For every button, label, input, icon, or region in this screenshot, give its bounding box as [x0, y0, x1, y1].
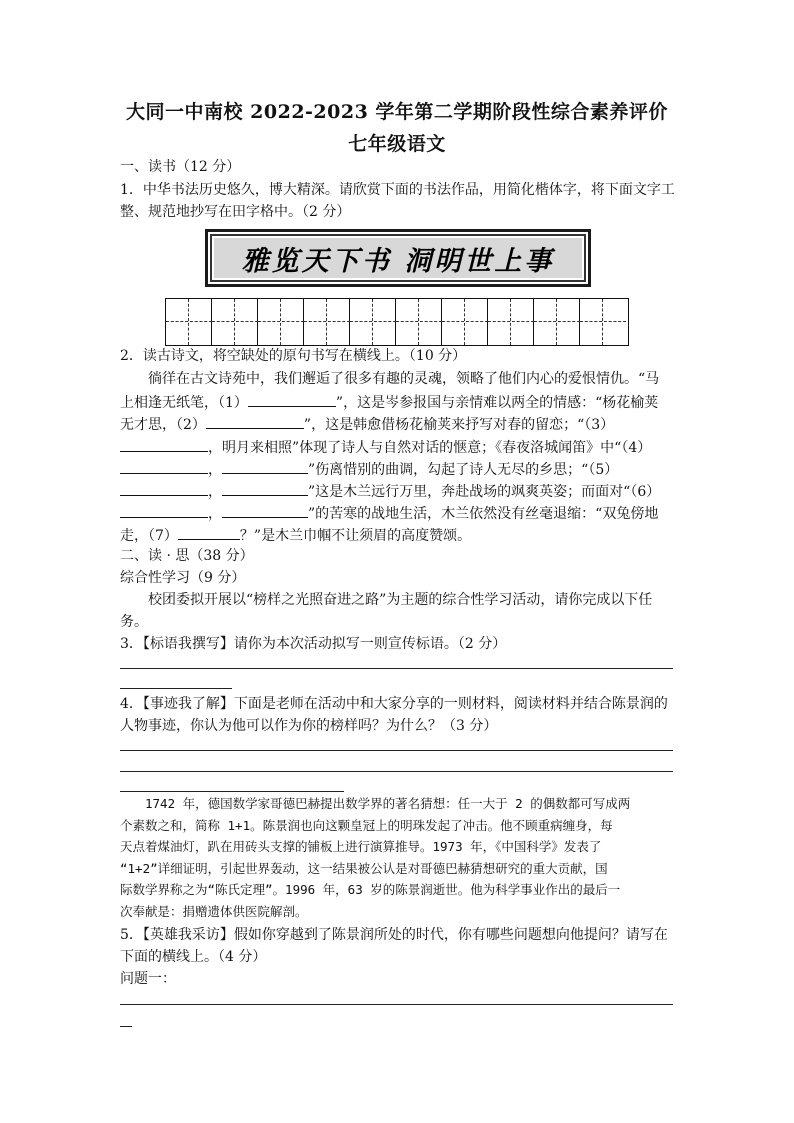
grid-cell-vertical-guide: [280, 299, 281, 345]
section2-intro-line1: 校团委拟开展以“榜样之光照奋进之路”为主题的综合性学习活动，请你完成以下任: [148, 592, 653, 608]
q4-answer-line-2[interactable]: [120, 771, 673, 772]
grid-cell[interactable]: [488, 299, 534, 345]
answer-blank-4b[interactable]: [222, 458, 308, 474]
q5-answer-line-1[interactable]: [120, 1004, 673, 1005]
answer-blank-5b[interactable]: [222, 480, 308, 496]
grid-cell-vertical-guide: [418, 299, 419, 345]
grid-cell-horizontal-guide: [488, 321, 534, 322]
q2-line1: 徜徉在古文诗苑中，我们邂逅了很多有趣的灵魂，领略了他们内心的爱恨情仇。“马: [148, 371, 660, 387]
q5-line1: 5．【英雄我采访】假如你穿越到了陈景润所处的时代，你有哪些问题想向他提问？请写在: [120, 927, 668, 943]
grid-cell-horizontal-guide: [534, 321, 580, 322]
material-line: 天点着煤油灯，趴在用砖头支撑的铺板上进行演算推导。1973 年，《中国科学》发表了: [120, 839, 602, 854]
answer-blank-4a[interactable]: [120, 458, 208, 474]
q4-answer-line-1[interactable]: [120, 750, 673, 751]
material-line: 际数学界称之为“陈氏定理”。1996 年，63 岁的陈景润逝世。他为科学事业作出的最后一: [120, 882, 621, 897]
grid-cell-vertical-guide: [372, 299, 373, 345]
q2-line6-b: ”这是木兰远行万里，奔赴战场的飒爽英姿；而面对“（6）: [308, 484, 661, 500]
q4-line2: 人物事迹，你认为他可以作为你的榜样吗？为什么？（3 分）: [120, 718, 498, 734]
grid-cell-vertical-guide: [234, 299, 235, 345]
grid-cell-horizontal-guide: [396, 321, 442, 322]
q2-line2-b: ”，这是岑参报国与亲情难以两全的情感：“杨花榆荚: [335, 395, 659, 411]
q4-line1: 4．【事迹我了解】下面是老师在活动中和大家分享的一则材料，阅读材料并结合陈景润的: [120, 696, 668, 712]
q4-answer-line-3[interactable]: [120, 791, 344, 792]
grid-cell-vertical-guide: [464, 299, 465, 345]
q2-line4-a: ，明月来相照”体现了诗人与自然对话的惬意；《春夜洛城闻笛》中“（4）: [208, 440, 652, 456]
grid-cell[interactable]: [258, 299, 304, 345]
answer-blank-3[interactable]: [120, 436, 208, 452]
grid-cell-horizontal-guide: [580, 321, 626, 322]
material-line: 个素数之和，简称 1+1。陈景润也向这颗皇冠上的明珠发起了冲击。他不顾重病缠身，每: [120, 817, 613, 833]
answer-blank-5a[interactable]: [120, 480, 208, 496]
section1-heading: 一、读书（12 分）: [120, 159, 241, 175]
q2-line7-a: ，: [208, 506, 222, 522]
reading-material: [120, 793, 676, 922]
grid-cell[interactable]: [166, 299, 212, 345]
q2-line7-b: ”的苦寒的战地生活，木兰依然没有丝毫退缩：“双兔傍地: [308, 506, 659, 522]
q2-line6-a: ，: [208, 484, 222, 500]
grid-cell-horizontal-guide: [442, 321, 488, 322]
q2-line8: [120, 524, 471, 547]
q2-line3-a: 无才思，（2）: [120, 417, 206, 433]
q2-line5: [120, 458, 618, 481]
grid-cell[interactable]: [304, 299, 350, 345]
page-subtitle: 七年级语文: [348, 133, 446, 155]
q2-line2: [120, 391, 658, 414]
q2-line5-b: ”伤离惜别的曲调，勾起了诗人无尽的乡思；“（5）: [308, 462, 619, 478]
q2-line8-a: 走，（7）: [120, 528, 178, 544]
grid-cell-vertical-guide: [326, 299, 327, 345]
q3-answer-line[interactable]: [120, 668, 673, 669]
grid-cell-horizontal-guide: [350, 321, 396, 322]
grid-cell[interactable]: [442, 299, 488, 345]
q2-line8-b: ？”是木兰巾帼不让须眉的高度赞颂。: [239, 528, 472, 544]
material-line: 次奉献是：捐赠遗体供医院解剖。: [120, 903, 308, 919]
grid-cell-horizontal-guide: [258, 321, 304, 322]
grid-cell[interactable]: [350, 299, 396, 345]
grid-cell[interactable]: [580, 299, 626, 345]
q5-line2: 下面的横线上。（4 分）: [120, 949, 267, 965]
grid-cell[interactable]: [396, 299, 442, 345]
q1-text-line1: 1．中华书法历史悠久，博大精深。请欣赏下面的书法作品，用简化楷体字，将下面文字工: [120, 182, 675, 198]
q3-text: 3．【标语我撰写】请你为本次活动拟写一则宣传标语。（2 分）: [120, 636, 507, 652]
grid-cell-horizontal-guide: [166, 321, 212, 322]
answer-blank-1[interactable]: [248, 391, 336, 407]
q5-answer-line-2[interactable]: [120, 1026, 132, 1027]
q2-line3-b: ”，这是韩愈借杨花榆荚来抒写对春的留恋；“（3）: [303, 417, 615, 433]
q3-answer-line-short[interactable]: [120, 688, 232, 689]
grid-cell-vertical-guide: [510, 299, 511, 345]
section2-heading: 二、读 · 思（38 分）: [120, 548, 254, 564]
q2-line4: [120, 436, 651, 459]
q2-line7: [120, 502, 658, 525]
tianzige-grid[interactable]: [165, 298, 629, 346]
grid-cell-vertical-guide: [556, 299, 557, 345]
grid-cell[interactable]: [212, 299, 258, 345]
q5-question1-label: 问题一：: [120, 971, 176, 987]
section2-subheading: 综合性学习（9 分）: [120, 570, 246, 586]
answer-blank-7[interactable]: [178, 524, 240, 540]
q2-heading: 2．读古诗文，将空缺处的原句书写在横线上。（10 分）: [120, 348, 467, 364]
answer-blank-6b[interactable]: [222, 502, 308, 518]
grid-cell-horizontal-guide: [212, 321, 258, 322]
answer-blank-6a[interactable]: [120, 502, 208, 518]
material-line: 1742 年，德国数学家哥德巴赫提出数学界的著名猜想：任一大于 2 的偶数都可写成两: [120, 796, 631, 811]
grid-cell[interactable]: [534, 299, 580, 345]
calligraphy-artwork: [205, 229, 591, 287]
q2-line6: [120, 480, 660, 503]
grid-cell-vertical-guide: [602, 299, 603, 345]
q1-text-line2: 整、规范地抄写在田字格中。（2 分）: [120, 204, 351, 220]
q2-line5-a: ，: [208, 462, 222, 478]
material-line: “1+2”详细证明，引起世界轰动，这一结果被公认是对哥德巴赫猜想研究的重大贡献，国: [120, 860, 608, 876]
grid-cell-vertical-guide: [188, 299, 189, 345]
q2-line2-a: 上相逢无纸笔，（1）: [120, 395, 248, 411]
answer-blank-2[interactable]: [206, 413, 304, 429]
grid-cell-horizontal-guide: [304, 321, 350, 322]
page-title: 大同一中南校 2022-2023 学年第二学期阶段性综合素养评价: [126, 101, 668, 123]
section2-intro-line2: 务。: [120, 614, 148, 630]
calligraphy-text: 雅览天下书 洞明世上事: [241, 245, 555, 277]
q2-line3: [120, 413, 614, 436]
